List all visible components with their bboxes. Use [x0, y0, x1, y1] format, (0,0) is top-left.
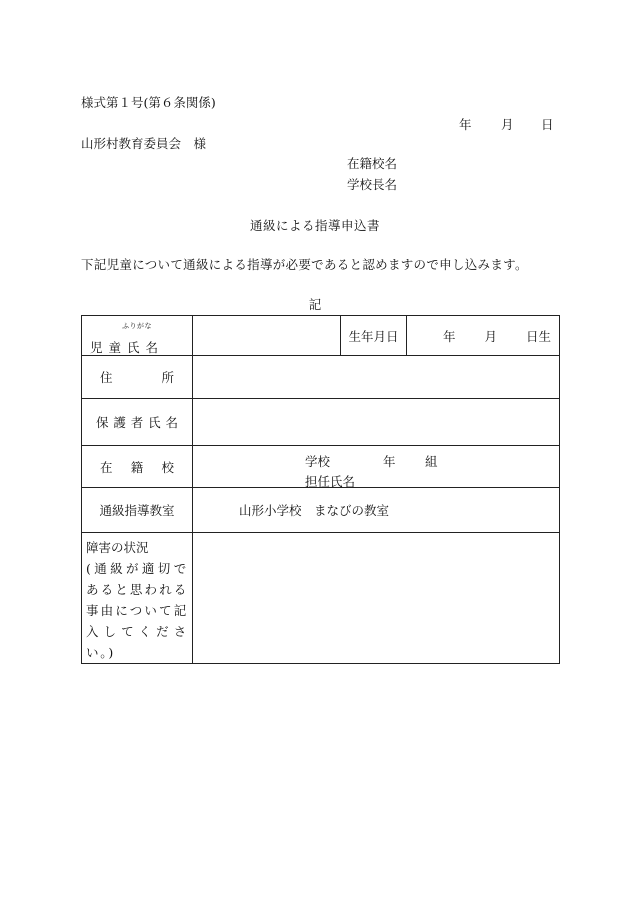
ki-mark: 記 — [308, 297, 322, 312]
birth-date-field[interactable] — [407, 316, 560, 356]
grade-word: 年 — [383, 453, 396, 469]
date-month-label: 月 — [501, 117, 514, 132]
guardian-label-char: 者 — [130, 415, 144, 430]
guardian-label-char: 護 — [113, 415, 126, 430]
document-body: 下記児童について通級による指導が必要であると認めますので申し込みます。 — [81, 257, 528, 272]
address-label-char: 所 — [161, 370, 174, 385]
guardian-label-char: 氏 — [148, 415, 161, 430]
form-number: 様式第１号(第６条関係) — [81, 95, 216, 110]
guardian-label-char: 名 — [165, 415, 178, 430]
date-year-label: 年 — [459, 117, 472, 132]
classroom-field — [193, 488, 560, 533]
application-table — [81, 315, 560, 664]
guardian-label-char: 保 — [96, 415, 109, 430]
child-name-row — [82, 316, 560, 356]
birth-date-label: 生年月日 — [341, 316, 407, 356]
address-label-cell — [82, 356, 193, 399]
birth-day-label: 日生 — [525, 328, 551, 344]
classroom-row — [82, 488, 560, 533]
enrolled-label-char: 在 — [100, 459, 113, 475]
guardian-label-cell — [82, 399, 193, 446]
child-name-field[interactable] — [193, 316, 341, 356]
disability-title: 障害の状況 — [86, 540, 149, 555]
disability-row — [82, 533, 560, 664]
enrolled-label-char: 校 — [161, 459, 174, 475]
document-title: 通級による指導申込書 — [249, 218, 380, 233]
disability-field[interactable] — [193, 533, 560, 664]
homeroom-teacher-label: 担任氏名 — [305, 473, 356, 489]
address-label-char: 住 — [100, 370, 113, 385]
enrolled-school-label-cell — [82, 446, 193, 488]
date-day-label: 日 — [541, 117, 554, 132]
school-name-label: 在籍校名 — [347, 156, 398, 171]
guardian-name-field[interactable] — [193, 399, 560, 446]
date-line — [459, 119, 554, 132]
address-field[interactable] — [193, 356, 560, 399]
classroom-label: 通級指導教室 — [82, 488, 193, 533]
furigana-label: ふりがな — [122, 321, 152, 330]
school-word: 学校 — [305, 453, 331, 469]
classroom-value: 山形小学校 まなびの教室 — [239, 503, 390, 518]
enrolled-school-row — [82, 446, 560, 488]
enrolled-label-char: 籍 — [130, 459, 144, 475]
child-name-label: 児童氏名 — [90, 339, 165, 355]
address-row — [82, 356, 560, 399]
addressee: 山形村教育委員会 様 — [81, 136, 207, 151]
birth-month-label: 月 — [484, 328, 497, 344]
school-grade-class-line — [305, 452, 438, 470]
principal-name-label: 学校長名 — [347, 177, 398, 192]
class-word: 組 — [425, 453, 438, 469]
child-name-label-cell — [82, 316, 193, 356]
guardian-row — [82, 399, 560, 446]
disability-label-cell — [82, 533, 193, 664]
birth-year-label: 年 — [443, 328, 456, 344]
disability-note: (通級が適切であると思われる事由について記入してください。) — [86, 561, 188, 660]
enrolled-school-field[interactable] — [193, 446, 560, 488]
